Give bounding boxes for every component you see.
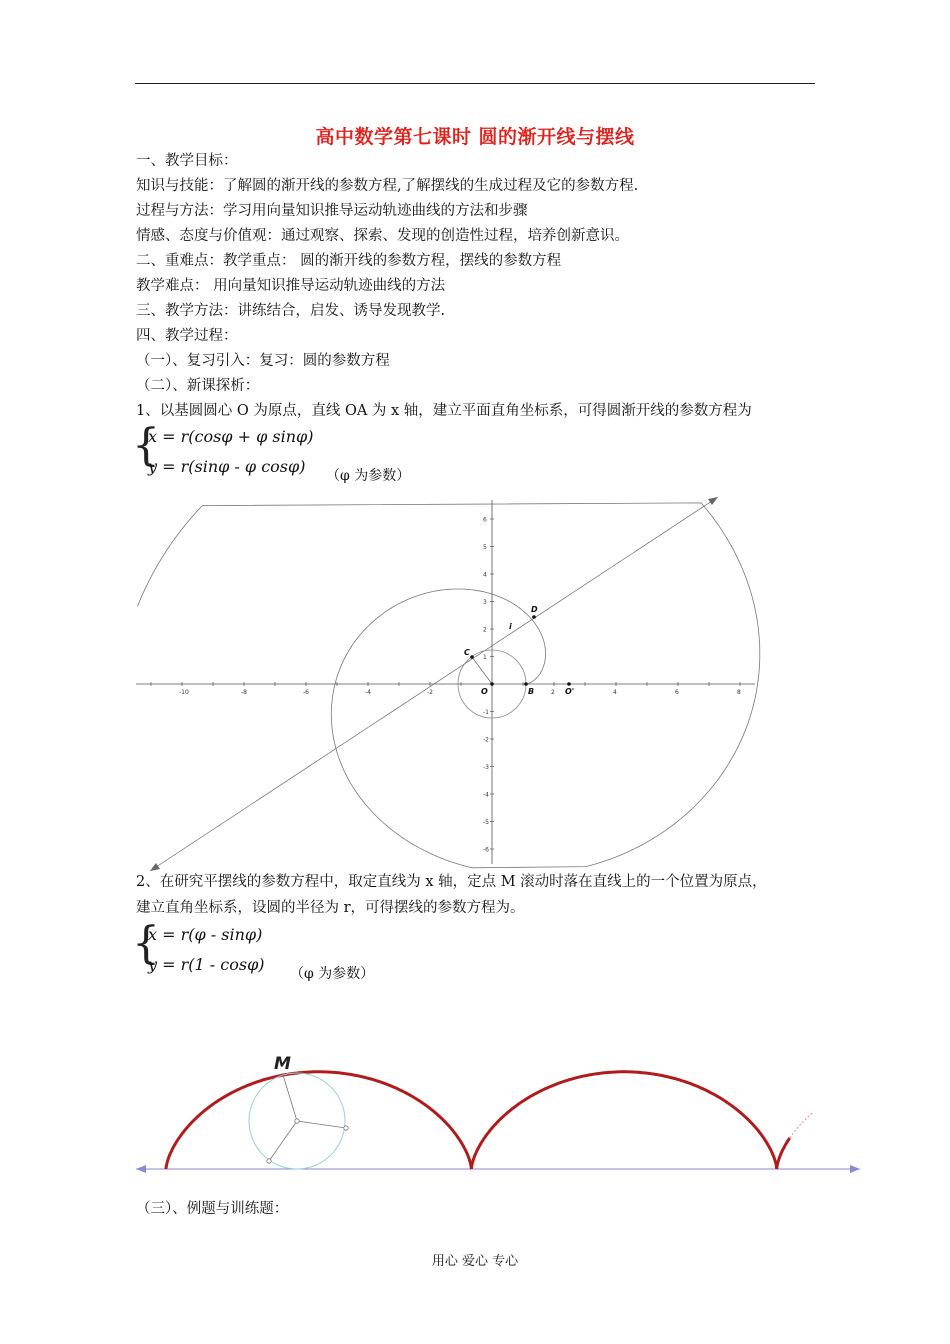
spoke xyxy=(297,1121,346,1128)
text-line: （一）、复习引入：复习：圆的参数方程 xyxy=(136,353,390,369)
y-tick-label: -4 xyxy=(483,791,489,799)
axis-arrow-right xyxy=(850,1165,860,1173)
label-b: B xyxy=(528,687,535,696)
x-tick-label: 8 xyxy=(737,689,741,696)
y-tick-label: 3 xyxy=(483,599,487,606)
x-tick-label: -8 xyxy=(241,689,247,696)
param-note: （φ 为参数） xyxy=(290,966,375,982)
footer: 用心 爱心 专心 xyxy=(431,1254,519,1269)
text-line: 教学难点： 用向量知识推导运动轨迹曲线的方法 xyxy=(136,278,446,294)
involute-x-equation: x = r(cosφ + φ sinφ) xyxy=(148,427,314,446)
spoke xyxy=(269,1121,297,1161)
label-c: C xyxy=(464,648,470,657)
cycloid-curve xyxy=(166,1072,790,1169)
label-o: O xyxy=(481,687,488,696)
involute-y-equation: y = r(sinφ - φ cosφ) xyxy=(148,457,306,476)
y-tick-label: 5 xyxy=(483,544,487,551)
y-tick-label: -6 xyxy=(483,846,489,854)
cycloid-x-equation: x = r(φ - sinφ) xyxy=(148,925,263,944)
spoke-point xyxy=(295,1119,299,1123)
text-line: 建立直角坐标系，设圆的半径为 r，可得摆线的参数方程为。 xyxy=(136,900,525,916)
x-tick-label: -4 xyxy=(365,689,371,696)
text-line: 三、教学方法：讲练结合，启发、诱导发现教学. xyxy=(136,303,446,319)
y-tick-label: 4 xyxy=(483,571,487,579)
y-tick-label: -1 xyxy=(483,709,489,716)
page-title: 高中数学第七课时 圆的渐开线与摆线 xyxy=(315,126,635,148)
text-line: 一、教学目标： xyxy=(136,153,238,169)
text-line: 1、以基圆圆心 O 为原点，直线 OA 为 x 轴，建立平面直角坐标系，可得圆渐开线的参数方程为 xyxy=(136,403,752,419)
text-line: 情感、态度与价值观：通过观察、探索、发现的创造性过程，培养创新意识。 xyxy=(136,228,629,244)
x-tick-label: 4 xyxy=(613,689,617,696)
text-line: （三）、例题与训练题： xyxy=(136,1201,289,1217)
axis-arrow-left xyxy=(136,1165,146,1173)
text-line: 知识与技能：了解圆的渐开线的参数方程,了解摆线的生成过程及它的参数方程. xyxy=(136,178,639,194)
x-tick-label: -6 xyxy=(303,689,309,696)
x-tick-label: 2 xyxy=(551,689,555,696)
y-tick-label: -3 xyxy=(483,764,489,771)
y-tick-label: -2 xyxy=(483,736,489,744)
y-tick-label: 1 xyxy=(483,654,487,661)
param-note: （φ 为参数） xyxy=(326,468,411,484)
spoke-point xyxy=(344,1126,348,1130)
x-tick-label: -10 xyxy=(179,689,189,696)
text-line: 二、重难点：教学重点： 圆的渐开线的参数方程，摆线的参数方程 xyxy=(136,253,562,269)
label-i: i xyxy=(509,622,512,631)
spoke xyxy=(283,1075,297,1121)
label-d: D xyxy=(531,605,538,614)
label-o-prime: O' xyxy=(565,687,575,696)
text-line: 四、教学过程： xyxy=(136,328,238,344)
text-line: 过程与方法：学习用向量知识推导运动轨迹曲线的方法和步骤 xyxy=(136,203,528,219)
y-tick-label: 2 xyxy=(483,626,487,634)
y-tick-label: -5 xyxy=(483,819,489,826)
x-tick-label: -2 xyxy=(427,689,433,696)
spoke-point xyxy=(267,1159,271,1163)
text-line: 2、在研究平摆线的参数方程中，取定直线为 x 轴，定点 M 滚动时落在直线上的一个位置为原点， xyxy=(136,874,767,890)
y-tick-label: 6 xyxy=(483,516,487,524)
label-m: M xyxy=(274,1054,291,1074)
text-line: （二）、新课探析： xyxy=(136,378,260,394)
equation-brace: { xyxy=(132,918,160,969)
cycloid-y-equation: y = r(1 - cosφ) xyxy=(148,955,265,974)
cycloid-curve-tail xyxy=(790,1112,814,1138)
equation-brace: { xyxy=(132,420,160,471)
x-tick-label: 6 xyxy=(675,689,679,696)
